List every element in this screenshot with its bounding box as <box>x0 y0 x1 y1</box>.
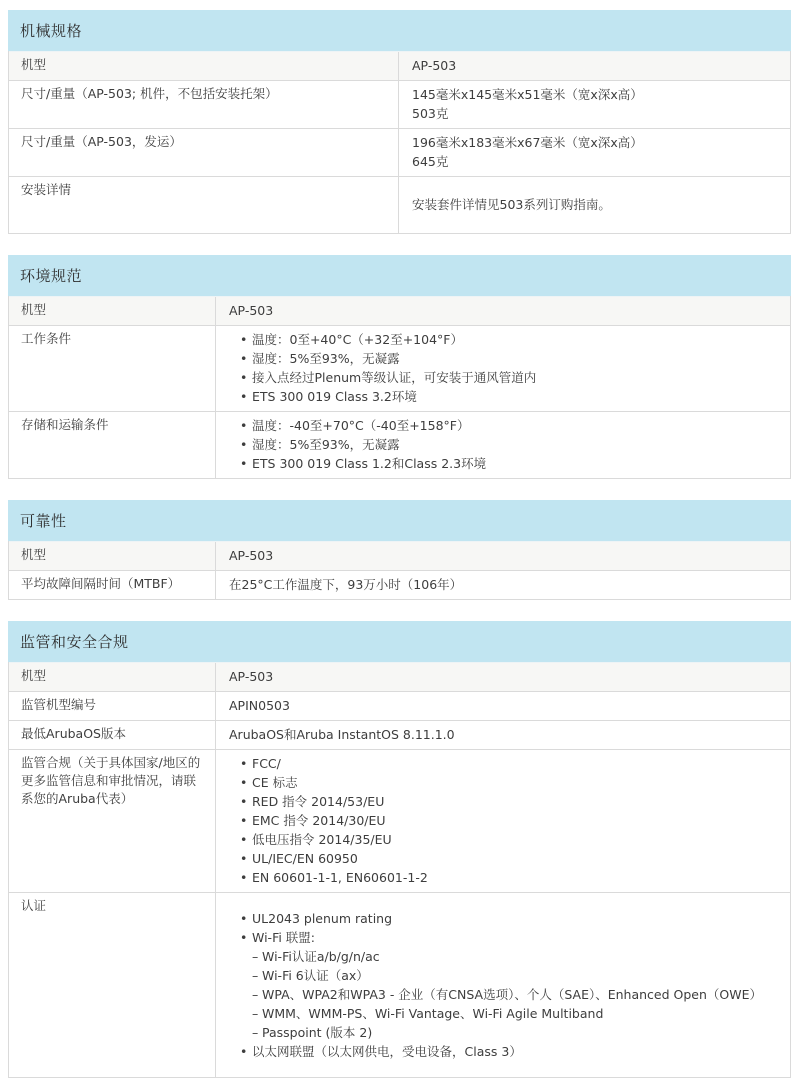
bullet-text: 以太网联盟（以太网供电，受电设备，Class 3） <box>252 1043 522 1059</box>
bullet-marker: – <box>252 967 259 983</box>
bullet-item <box>229 1042 780 1061</box>
row-value <box>216 721 790 749</box>
bullet-item <box>229 435 780 454</box>
value-line: 645克 <box>412 154 449 169</box>
value-line: 安装套件详情见503系列订购指南。 <box>412 197 611 212</box>
value-line: AP-503 <box>229 303 274 318</box>
spec-section <box>8 621 791 1078</box>
bullet-item <box>229 368 780 387</box>
bullet-text: Wi-Fi认证a/b/g/n/ac <box>262 948 380 964</box>
table-row <box>9 80 790 128</box>
bullet-text: FCC/ <box>252 756 281 771</box>
bullet-marker: • <box>240 351 248 366</box>
bullet-text: CE 标志 <box>252 775 298 790</box>
row-value <box>399 177 790 233</box>
bullet-marker: • <box>240 832 248 847</box>
row-label: 平均故障间隔时间（MTBF） <box>9 571 216 599</box>
bullet-text: 湿度：5%至93%，无凝露 <box>252 351 400 366</box>
row-value <box>216 692 790 720</box>
bullet-item <box>229 985 780 1004</box>
bullet-marker: • <box>240 929 248 945</box>
bullet-text: ETS 300 019 Class 3.2环境 <box>252 389 417 404</box>
bullet-item <box>229 928 780 947</box>
table-row <box>9 720 790 749</box>
bullet-text: RED 指令 2014/53/EU <box>252 794 385 809</box>
bullet-item <box>229 947 780 966</box>
row-label: 安装详情 <box>9 177 399 233</box>
table-row <box>9 749 790 892</box>
table-subheader-row <box>9 296 790 325</box>
bullet-item <box>229 387 780 406</box>
row-value <box>216 663 790 691</box>
row-value <box>216 893 790 1077</box>
table-row <box>9 325 790 411</box>
bullet-text: Passpoint (版本 2) <box>262 1024 373 1040</box>
bullet-text: 温度：-40至+70°C（-40至+158°F） <box>252 418 470 433</box>
bullet-item <box>229 349 780 368</box>
value-line: AP-503 <box>229 548 274 563</box>
bullet-text: 接入点经过Plenum等级认证，可安装于通风管道内 <box>252 370 537 385</box>
bullet-marker: • <box>240 437 248 452</box>
row-value <box>216 750 790 892</box>
bullet-text: UL2043 plenum rating <box>252 910 393 926</box>
row-label: 认证 <box>9 893 216 1077</box>
bullet-item <box>229 966 780 985</box>
bullet-marker: • <box>240 456 248 471</box>
bullet-item <box>229 330 780 349</box>
row-value <box>399 129 790 176</box>
section-title: 环境规范 <box>8 255 791 296</box>
row-label: 机型 <box>9 52 399 80</box>
row-label: 尺寸/重量（AP-503; 机件，不包括安装托架） <box>9 81 399 128</box>
table-row <box>9 176 790 233</box>
section-title: 可靠性 <box>8 500 791 541</box>
bullet-marker: – <box>252 1005 259 1021</box>
row-label: 机型 <box>9 297 216 325</box>
bullet-marker: • <box>240 813 248 828</box>
table-subheader-row <box>9 662 790 691</box>
row-label: 工作条件 <box>9 326 216 411</box>
bullet-marker: • <box>240 775 248 790</box>
bullet-text: WPA、WPA2和WPA3 - 企业（有CNSA选项）、个人（SAE）、Enhanced Open（OWE） <box>262 986 763 1002</box>
bullet-item <box>229 1004 780 1023</box>
bullet-item <box>229 1023 780 1042</box>
bullet-marker: – <box>252 986 259 1002</box>
row-value <box>216 412 790 478</box>
section-table <box>8 51 791 234</box>
bullet-marker: • <box>240 870 248 885</box>
bullet-item <box>229 849 780 868</box>
row-label: 最低ArubaOS版本 <box>9 721 216 749</box>
bullet-text: Wi-Fi 6认证（ax） <box>262 967 369 983</box>
bullet-marker: • <box>240 418 248 433</box>
bullet-marker: • <box>240 756 248 771</box>
bullet-marker: • <box>240 1043 248 1059</box>
bullet-text: EN 60601-1-1, EN60601-1-2 <box>252 870 428 885</box>
bullet-text: UL/IEC/EN 60950 <box>252 851 358 866</box>
bullet-marker: • <box>240 851 248 866</box>
bullet-item <box>229 454 780 473</box>
row-value <box>399 52 790 80</box>
bullet-item <box>229 754 780 773</box>
bullet-text: 湿度：5%至93%，无凝露 <box>252 437 400 452</box>
table-row <box>9 892 790 1077</box>
bullet-marker: • <box>240 389 248 404</box>
section-title: 机械规格 <box>8 10 791 51</box>
bullet-text: WMM、WMM-PS、Wi-Fi Vantage、Wi-Fi Agile Multiband <box>262 1005 604 1021</box>
value-line: 145毫米x145毫米x51毫米（宽x深x高） <box>412 87 643 102</box>
bullet-marker: • <box>240 794 248 809</box>
row-label: 存储和运输条件 <box>9 412 216 478</box>
spec-section <box>8 10 791 234</box>
bullet-item <box>229 811 780 830</box>
bullet-text: EMC 指令 2014/30/EU <box>252 813 386 828</box>
table-subheader-row <box>9 51 790 80</box>
value-line: APIN0503 <box>229 698 290 713</box>
section-title: 监管和安全合规 <box>8 621 791 662</box>
section-table <box>8 662 791 1078</box>
bullet-marker: • <box>240 910 248 926</box>
bullet-text: 低电压指令 2014/35/EU <box>252 832 392 847</box>
value-line: 196毫米x183毫米x67毫米（宽x深x高） <box>412 135 643 150</box>
bullet-marker: • <box>240 370 248 385</box>
section-table <box>8 296 791 479</box>
table-row <box>9 691 790 720</box>
table-row <box>9 128 790 176</box>
bullet-text: ETS 300 019 Class 1.2和Class 2.3环境 <box>252 456 487 471</box>
bullet-marker: – <box>252 1024 259 1040</box>
bullet-marker: – <box>252 948 259 964</box>
row-label: 监管机型编号 <box>9 692 216 720</box>
section-table <box>8 541 791 600</box>
value-line: 在25°C工作温度下，93万小时（106年） <box>229 577 463 592</box>
bullet-item <box>229 830 780 849</box>
row-value <box>216 326 790 411</box>
row-label: 监管合规（关于具体国家/地区的更多监管信息和审批情况，请联系您的Aruba代表） <box>9 750 216 892</box>
row-value <box>216 542 790 570</box>
bullet-item <box>229 868 780 887</box>
bullet-item <box>229 773 780 792</box>
spec-section <box>8 500 791 600</box>
row-value <box>216 297 790 325</box>
row-label: 机型 <box>9 542 216 570</box>
row-value <box>216 571 790 599</box>
table-row <box>9 411 790 478</box>
table-subheader-row <box>9 541 790 570</box>
row-value <box>399 81 790 128</box>
row-label: 机型 <box>9 663 216 691</box>
value-line: 503克 <box>412 106 449 121</box>
bullet-marker: • <box>240 332 248 347</box>
value-line: AP-503 <box>412 58 457 73</box>
bullet-item <box>229 792 780 811</box>
value-line: AP-503 <box>229 669 274 684</box>
row-label: 尺寸/重量（AP-503，发运） <box>9 129 399 176</box>
spec-section <box>8 255 791 479</box>
value-line: ArubaOS和Aruba InstantOS 8.11.1.0 <box>229 727 455 742</box>
table-row <box>9 570 790 599</box>
bullet-text: Wi-Fi 联盟: <box>252 929 316 945</box>
bullet-item <box>229 416 780 435</box>
bullet-item <box>229 909 780 928</box>
bullet-text: 温度：0至+40°C（+32至+104°F） <box>252 332 463 347</box>
